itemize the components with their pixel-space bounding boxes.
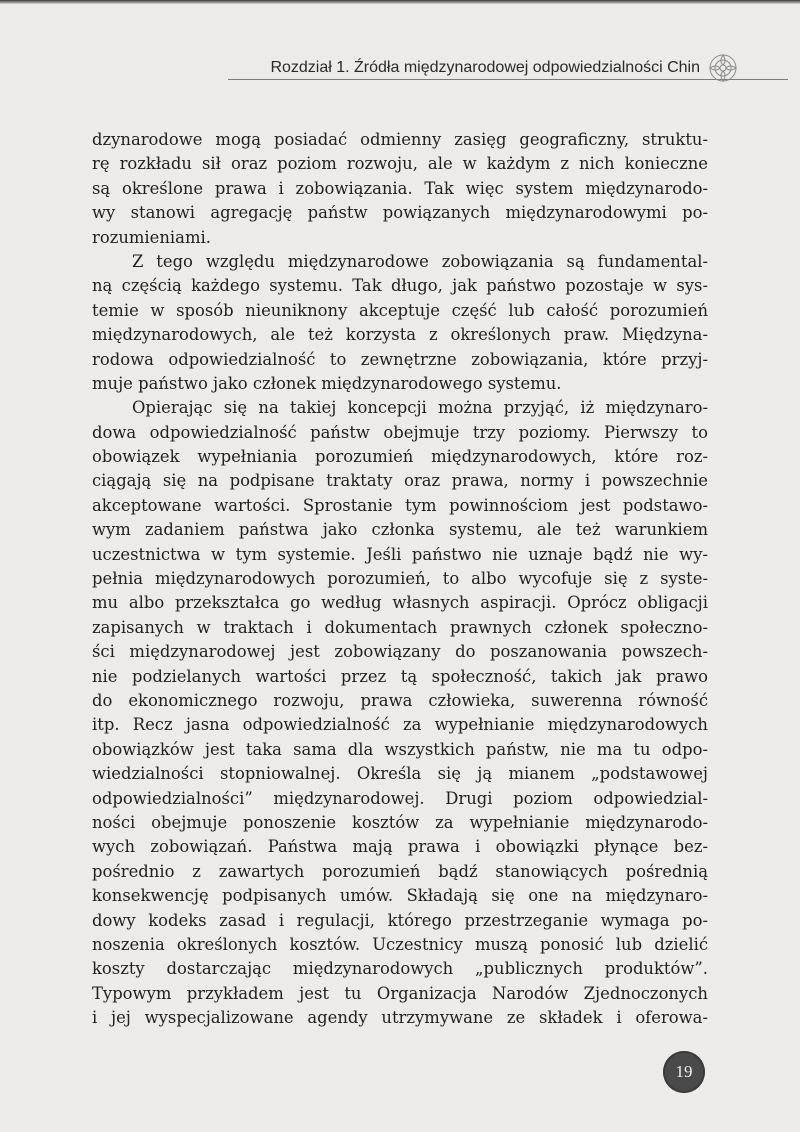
text-line: dowy kodeks zasad i regulacji, którego przestrzeganie wymaga po- bbox=[92, 910, 708, 930]
text-line: Z tego względu międzynarodowe zobowiązania są fundamental- bbox=[132, 251, 708, 271]
text-line: wiedzialności stopniowalnej. Określa się ją mianem „podstawowej bbox=[92, 764, 708, 784]
text-line: mu albo przekształca go według własnych aspiracji. Oprócz obligacji bbox=[92, 593, 708, 613]
chapter-title: Rozdział 1. Źródła międzynarodowej odpowiedzialności Chin bbox=[270, 59, 700, 76]
text-line: Typowym przykładem jest tu Organizacja Narodów Zjednoczonych bbox=[92, 983, 708, 1003]
page-number-badge: 19 bbox=[663, 1051, 705, 1093]
text-line: muje państwo jako członek międzynarodowego systemu. bbox=[92, 373, 562, 393]
text-line: pełnia międzynarodowych porozumień, to albo wycofuje się z syste- bbox=[92, 569, 708, 589]
text-line: ciągają się na podpisane traktaty oraz prawa, normy i powszechnie bbox=[92, 471, 708, 491]
text-line: rę rozkładu sił oraz poziom rozwoju, ale w każdym z nich konieczne bbox=[92, 154, 708, 174]
text-line: koszty dostarczając międzynarodowych „publicznych produktów”. bbox=[92, 959, 708, 979]
text-line: ści międzynarodowej jest zobowiązany do poszanowania powszech- bbox=[92, 642, 708, 662]
text-line: pośrednio z zawartych porozumień bądź stanowiących pośrednią bbox=[92, 861, 708, 881]
header-rule bbox=[228, 79, 788, 80]
text-line: wych zobowiązań. Państwa mają prawa i obowiązki płynące bez- bbox=[92, 837, 708, 857]
text-line: noszenia określonych kosztów. Uczestnicy muszą ponosić lub dzielić bbox=[92, 934, 708, 954]
text-line: zapisanych w traktach i dokumentach prawnych członek społeczno- bbox=[92, 617, 708, 637]
text-line: nie podzielanych wartości przez tą społeczność, takich jak prawo bbox=[92, 666, 708, 686]
text-line: temie w sposób nieuniknony akceptuje część lub całość porozumień bbox=[92, 300, 708, 320]
text-line: konsekwencję podpisanych umów. Składają się one na międzynaro- bbox=[92, 886, 708, 906]
text-line: i jej wyspecjalizowane agendy utrzymywane ze składek i oferowa- bbox=[92, 1008, 708, 1028]
text-line: obowiązków jest taka sama dla wszystkich państw, nie ma tu odpo- bbox=[92, 739, 708, 759]
text-line: międzynarodowych, ale też korzysta z określonych praw. Międzyna- bbox=[92, 325, 708, 345]
page-top-edge bbox=[0, 0, 800, 4]
lotus-ornament-icon bbox=[706, 51, 740, 85]
running-header bbox=[0, 55, 800, 85]
text-line: itp. Recz jasna odpowiedzialność za wypełnianie międzynarodowych bbox=[92, 715, 708, 735]
text-line: akceptowane wartości. Sprostanie tym powinnościom jest podstawo- bbox=[92, 495, 708, 515]
text-line: ności obejmuje ponoszenie kosztów za wypełnianie międzynarodo- bbox=[92, 812, 708, 832]
text-line: uczestnictwa w tym systemie. Jeśli państwo nie uznaje bądź nie wy- bbox=[92, 544, 708, 564]
text-line: ną częścią każdego systemu. Tak długo, jak państwo pozostaje w sys- bbox=[92, 276, 708, 296]
text-line: rozumieniami. bbox=[92, 227, 211, 247]
text-line: Opierając się na takiej koncepcji można przyjąć, iż międzynaro- bbox=[132, 398, 708, 418]
text-line: obowiązek wypełniania porozumień międzynarodowych, które roz- bbox=[92, 447, 708, 467]
text-line: dzynarodowe mogą posiadać odmienny zasięg geograficzny, struktu- bbox=[92, 130, 708, 149]
text-line: odpowiedzialności” międzynarodowej. Drugi poziom odpowiedzial- bbox=[92, 788, 708, 808]
text-line: wy stanowi agregację państw powiązanych międzynarodowymi po- bbox=[92, 203, 708, 223]
text-line: dowa odpowiedzialność państw obejmuje trzy poziomy. Pierwszy to bbox=[92, 422, 708, 442]
text-line: rodowa odpowiedzialność to zewnętrzne zobowiązania, które przyj- bbox=[92, 349, 708, 369]
body-text bbox=[92, 128, 708, 1030]
text-line: są określone prawa i zobowiązania. Tak więc system międzynarodo- bbox=[92, 178, 708, 198]
text-line: wym zadaniem państwa jako członka systemu, ale też warunkiem bbox=[92, 520, 708, 540]
text-line: do ekonomicznego rozwoju, prawa człowieka, suwerenna równość bbox=[92, 690, 708, 710]
